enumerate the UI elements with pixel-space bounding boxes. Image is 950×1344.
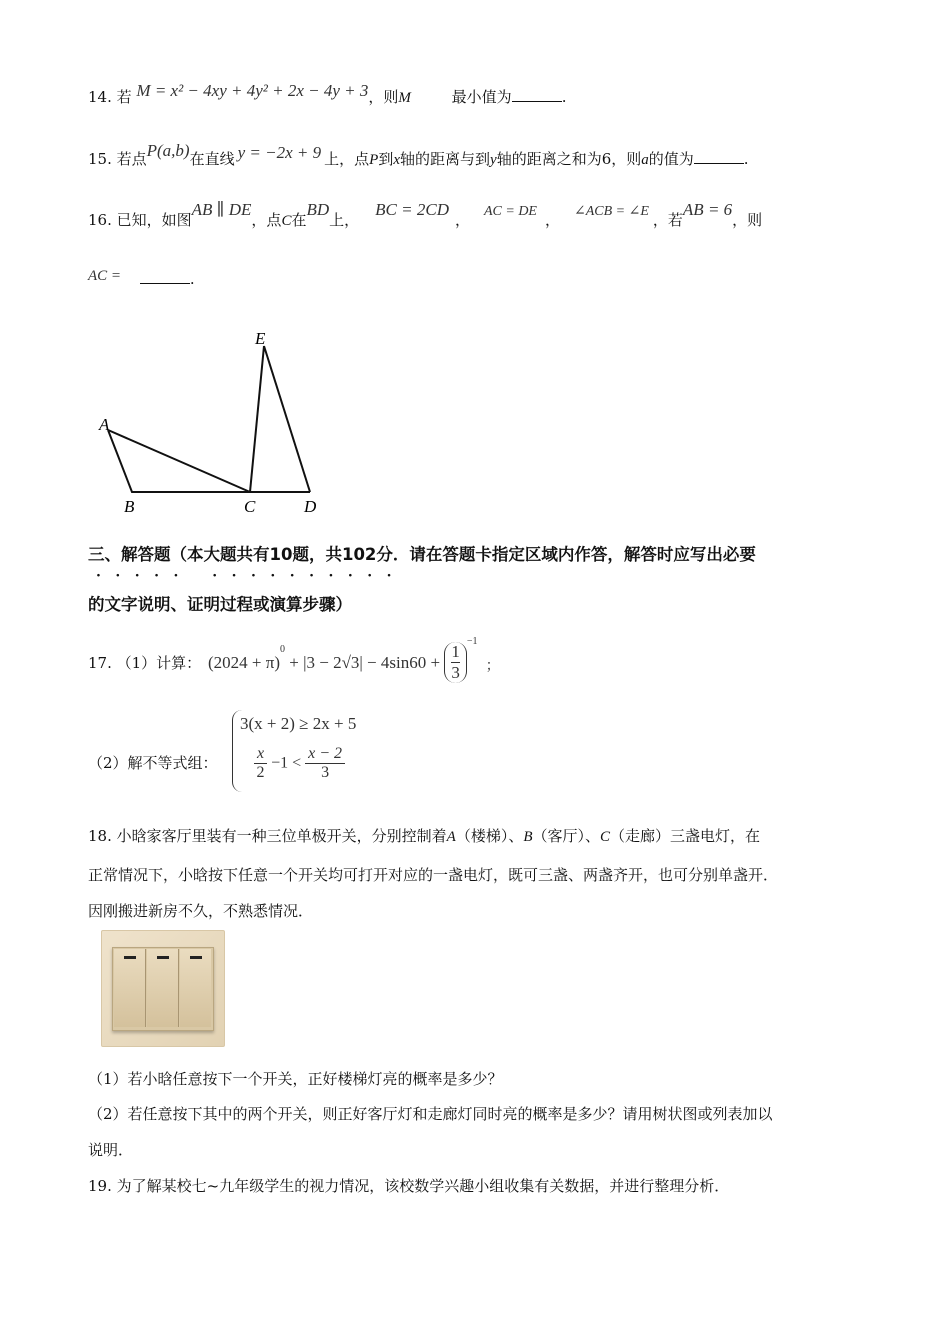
inequality-2: $\frac{x}{2}$ −1 < $\frac{x - 2}{3}$	[254, 745, 345, 782]
label-d: D	[304, 497, 317, 516]
question-19: 19. 为了解某校七~九年级学生的视力情况，该校数学兴趣小组收集有关数据，并进行整理分析．	[88, 1177, 730, 1195]
answer-blank	[140, 271, 190, 284]
geometry-figure	[90, 322, 330, 522]
label-b: B	[124, 497, 135, 516]
q17-fraction: $\frac{1}{3}$	[444, 642, 467, 683]
question-14: 14. 若 M = x² − 4xy + 4y² + 2x − 4y + 3，则M 最小值为 .	[88, 81, 567, 106]
switch-key-a	[114, 949, 146, 1027]
question-18-line1: 18. 小晗家客厅里装有一种三位单极开关，分别控制着A（楼梯）、B（客厅）、C（走廊）三盏电灯，在	[88, 827, 761, 845]
question-15: 15. 若点P(a,b)在直线 y = −2x + 9 上，点P到x轴的距离与到y轴的距离之和为6，则a的值为 .	[88, 141, 749, 168]
three-gang-switch-image	[101, 930, 225, 1047]
question-18-line3: 因刚搬进新房不久，不熟悉情况．	[88, 902, 314, 920]
inequality-1: 3(x + 2) ≥ 2x + 5	[240, 714, 357, 733]
emphasis-dots: ····· ··········	[96, 568, 406, 584]
q14-expression: M = x² − 4xy + 4y² + 2x − 4y + 3	[136, 81, 369, 100]
segment-ce	[250, 346, 264, 492]
switch-key-b	[147, 949, 179, 1027]
question-18-sub1: （1）若小晗任意按下一个开关，正好楼梯灯亮的概率是多少？	[88, 1070, 503, 1088]
question-18-sub2: （2）若任意按下其中的两个开关，则正好客厅灯和走廊灯同时亮的概率是多少？请用树状图或列表加以	[88, 1105, 773, 1123]
switch-key-c	[180, 949, 211, 1027]
label-e: E	[255, 329, 266, 348]
label-c: C	[244, 497, 256, 516]
question-16-line2: AC = .	[88, 268, 195, 288]
segment-ed	[264, 346, 310, 492]
question-17-part2: （2）解不等式组：	[88, 754, 218, 772]
section-heading: 三、解答题（本大题共有10题，共102分．请在答题卡指定区域内作答，解答时应写出必要	[88, 545, 756, 564]
q17-expression: $(2024 + \pi)^0 + |3 - 2√3| - 4\sin 60$ + $\frac{1}{3}$ $^{-1}$ $_;$	[208, 635, 500, 682]
section-heading-line2: 的文字说明、证明过程或演算步骤）	[88, 595, 352, 614]
answer-blank	[512, 89, 562, 102]
switch-plate	[112, 947, 214, 1031]
question-16: 16. 已知，如图AB ∥ DE，点C在BD上，BC = 2CD， AC = DE ， ∠ACB = ∠E ，若AB = 6，则	[88, 200, 763, 229]
question-18-sub2-cont: 说明．	[88, 1141, 134, 1159]
answer-blank	[694, 151, 744, 164]
label-a: A	[99, 415, 110, 434]
question-18-line2: 正常情况下，小晗按下任意一个开关均可打开对应的一盏电灯，既可三盏、两盏齐开，也可分别单盏开．	[88, 866, 779, 884]
question-17-part1: 17. （1）计算：	[88, 654, 202, 672]
